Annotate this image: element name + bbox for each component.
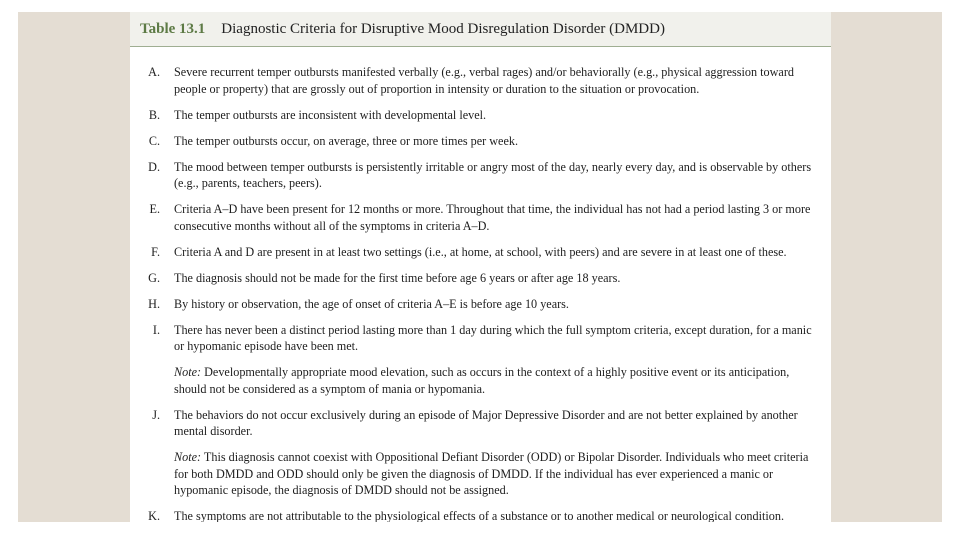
criterion-b — [138, 107, 821, 124]
criterion-k — [138, 508, 821, 522]
criterion-letter: G. — [148, 270, 160, 285]
criterion-d — [138, 159, 821, 192]
criterion-a — [138, 64, 821, 97]
criterion-g — [138, 270, 821, 287]
criterion-text: The mood between temper outbursts is persistently irritable or angry most of the day, nearly every day, and is observable by others (e.g., parents, teachers, peers). — [174, 159, 812, 190]
criterion-text: Severe recurrent temper outbursts manifested verbally (e.g., verbal rages) and/or behaviorally (e.g., physical aggression toward people or property) that are grossly out of proportion in intensity or duration to the situation or provocation. — [174, 65, 794, 96]
note-criterion-i — [138, 364, 821, 397]
criterion-letter: A. — [148, 65, 160, 79]
criterion-text: The temper outbursts are inconsistent with developmental level. — [174, 107, 487, 122]
table-number: Table 13.1 — [140, 20, 206, 37]
criterion-letter: F. — [151, 244, 160, 259]
note-text: Developmentally appropriate mood elevation, such as occurs in the context of a highly positive event or its anticipation, should not be considered as a symptom of mania or hypomania. — [174, 365, 790, 396]
criterion-text: There has never been a distinct period lasting more than 1 day during which the full symptom criteria, except duration, for a manic or hypomanic episode have been met. — [174, 322, 812, 353]
criterion-letter: I. — [152, 322, 160, 337]
criterion-letter: C. — [148, 133, 160, 148]
note-label: Note: — [174, 450, 202, 464]
criterion-text: By history or observation, the age of onset of criteria A–E is before age 10 years. — [174, 296, 569, 311]
criterion-text: The temper outbursts occur, on average, three or more times per week. — [174, 133, 519, 148]
criterion-letter: J. — [152, 407, 160, 422]
criterion-c — [138, 133, 821, 150]
criteria-list — [130, 47, 831, 522]
table-header — [130, 12, 831, 47]
note-criterion-j — [138, 449, 821, 499]
criterion-h — [138, 296, 821, 313]
criterion-letter: K. — [148, 509, 160, 522]
note-text: This diagnosis cannot coexist with Oppositional Defiant Disorder (ODD) or Bipolar Disorder. Individuals who meet criteria for both DMDD and ODD should only be given the diagnosis of DMDD. If the individual has ever experienced a manic or hypomanic episode, the diagnosis of DMDD should not be assigned. — [174, 450, 809, 497]
criterion-e — [138, 201, 821, 234]
criterion-letter: E. — [149, 202, 160, 216]
criterion-text: Criteria A–D have been present for 12 months or more. Throughout that time, the individual has not had a period lasting 3 or more consecutive months without all of the symptoms in criteria A–D. — [174, 202, 811, 233]
criterion-text: The diagnosis should not be made for the first time before age 6 years or after age 18 years. — [174, 270, 621, 285]
table-title: Diagnostic Criteria for Disruptive Mood Disregulation Disorder (DMDD) — [221, 20, 665, 37]
criterion-letter: B. — [148, 107, 160, 122]
criterion-text: The behaviors do not occur exclusively during an episode of Major Depressive Disorder and are not better explained by another mental disorder. — [174, 407, 798, 438]
criterion-letter: H. — [148, 296, 160, 311]
document-page — [130, 12, 831, 522]
criterion-letter: D. — [148, 159, 160, 174]
criterion-f — [138, 244, 821, 261]
criterion-j — [138, 407, 821, 440]
criterion-i — [138, 322, 821, 355]
criterion-text: The symptoms are not attributable to the physiological effects of a substance or to another medical or neurological condition. — [174, 509, 784, 522]
note-label: Note: — [174, 365, 202, 379]
criterion-text: Criteria A and D are present in at least two settings (i.e., at home, at school, with peers) and are severe in at least one of these. — [174, 244, 787, 259]
